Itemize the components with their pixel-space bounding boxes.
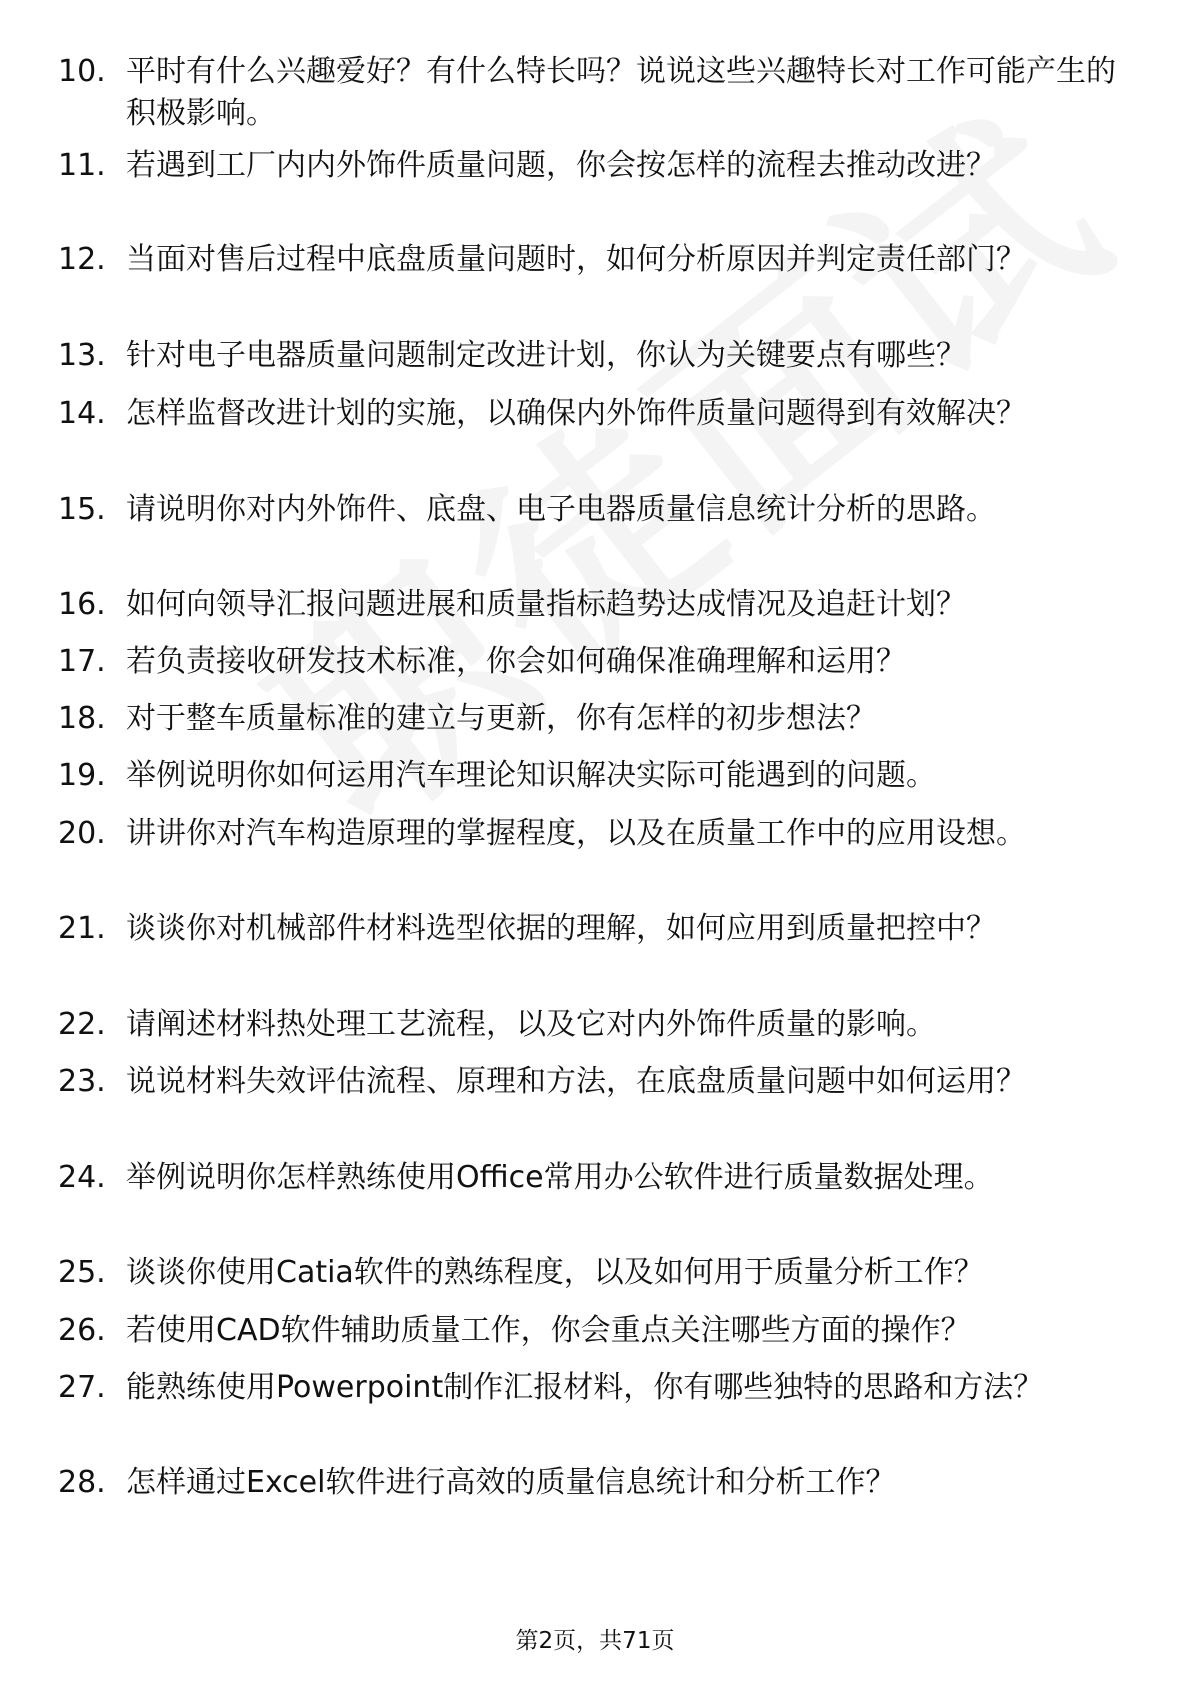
question-number: 25. (58, 1255, 106, 1290)
question-text: 谈谈你对机械部件材料选型依据的理解，如何应用到质量把控中？ (126, 911, 996, 946)
question-text: 谈谈你使用Catia软件的熟练程度，以及如何用于质量分析工作？ (126, 1255, 984, 1290)
question-text: 请阐述材料热处理工艺流程，以及它对内外饰件质量的影响。 (126, 1007, 936, 1042)
question-text: 如何向领导汇报问题进展和质量指标趋势达成情况及追赶计划？ (126, 587, 966, 622)
question-number: 27. (58, 1370, 106, 1405)
question-text: 对于整车质量标准的建立与更新，你有怎样的初步想法？ (126, 701, 876, 736)
question-number: 20. (58, 816, 106, 851)
question-number: 21. (58, 911, 106, 946)
question-text: 说说材料失效评估流程、原理和方法，在底盘质量问题中如何运用？ (126, 1064, 1026, 1099)
question-text: 举例说明你怎样熟练使用Office常用办公软件进行质量数据处理。 (126, 1160, 994, 1195)
question-text: 请说明你对内外饰件、底盘、电子电器质量信息统计分析的思路。 (126, 492, 996, 527)
question-number: 23. (58, 1064, 106, 1099)
question-text: 若遇到工厂内内外饰件质量问题，你会按怎样的流程去推动改进？ (126, 148, 996, 183)
question-number: 28. (58, 1465, 106, 1500)
question-number: 22. (58, 1007, 106, 1042)
question-number: 11. (58, 148, 106, 183)
question-number: 24. (58, 1160, 106, 1195)
question-number: 13. (58, 338, 106, 373)
question-number: 12. (58, 242, 106, 277)
question-number: 19. (58, 758, 106, 793)
page-footer: 第2页，共71页 (515, 1628, 675, 1654)
question-number: 10. (58, 54, 106, 89)
question-text: 讲讲你对汽车构造原理的掌握程度，以及在质量工作中的应用设想。 (126, 816, 1026, 851)
question-number: 18. (58, 701, 106, 736)
question-text: 当面对售后过程中底盘质量问题时，如何分析原因并判定责任部门？ (126, 242, 1026, 277)
question-number: 14. (58, 396, 106, 431)
question-text: 针对电子电器质量问题制定改进计划，你认为关键要点有哪些？ (126, 338, 966, 373)
question-number: 15. (58, 492, 106, 527)
question-number: 16. (58, 587, 106, 622)
question-text: 能熟练使用Powerpoint制作汇报材料，你有哪些独特的思路和方法？ (126, 1370, 1044, 1405)
question-text: 若使用CAD软件辅助质量工作，你会重点关注哪些方面的操作？ (126, 1313, 971, 1348)
question-number: 26. (58, 1313, 106, 1348)
question-text: 怎样通过Excel软件进行高效的质量信息统计和分析工作？ (126, 1465, 896, 1500)
question-text: 若负责接收研发技术标准，你会如何确保准确理解和运用？ (126, 644, 906, 679)
question-text: 怎样监督改进计划的实施，以确保内外饰件质量问题得到有效解决？ (126, 396, 1026, 431)
question-text: 平时有什么兴趣爱好？有什么特长吗？说说这些兴趣特长对工作可能产生的积极影响。 (126, 54, 1116, 131)
question-number: 17. (58, 644, 106, 679)
question-text: 举例说明你如何运用汽车理论知识解决实际可能遇到的问题。 (126, 758, 936, 793)
